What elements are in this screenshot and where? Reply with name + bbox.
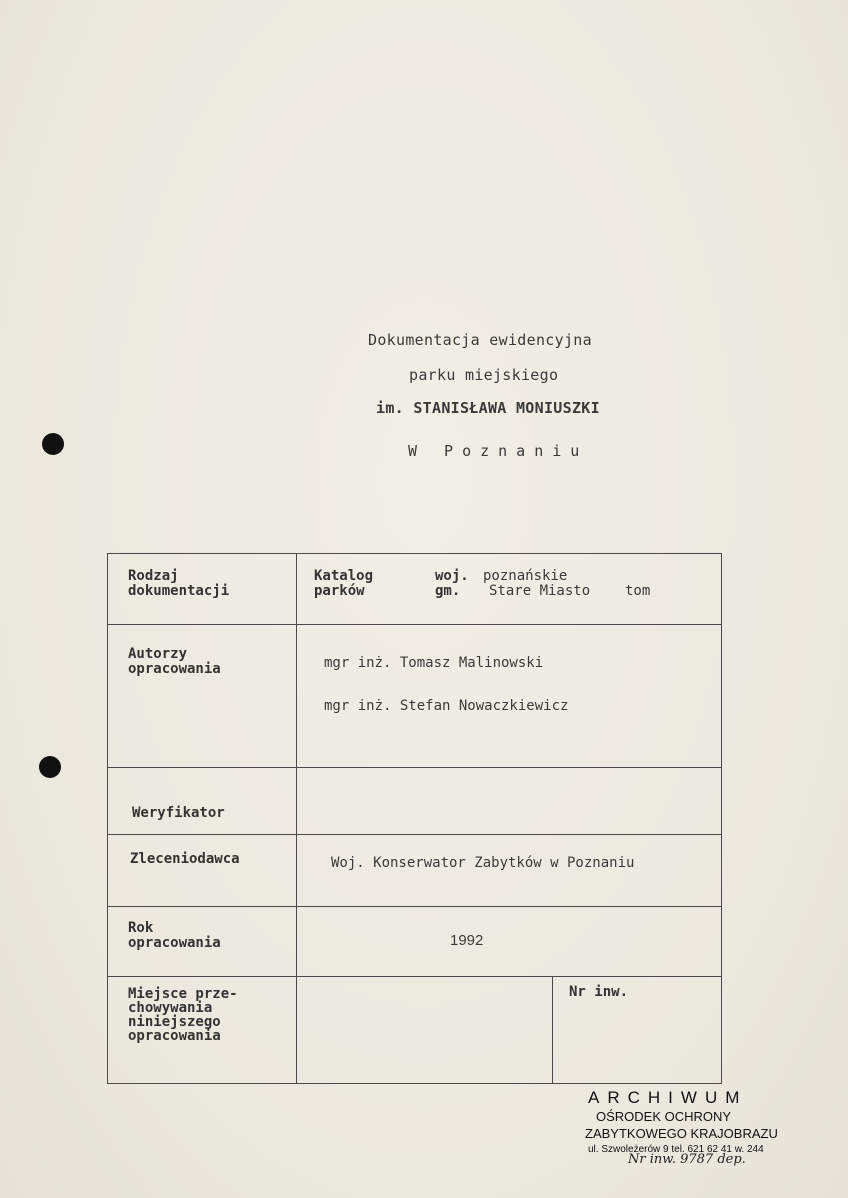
nr-inw-label: Nr inw. [569, 984, 629, 1000]
row-weryfikator [108, 768, 722, 835]
label-miejsce: Miejsce prze- chowywania niniejszego opracowania [128, 986, 238, 1044]
punch-hole-top [42, 433, 64, 455]
katalog-parkow: Katalog parków [314, 568, 374, 599]
woj-label: woj. [435, 568, 469, 584]
documentation-form-table [107, 553, 722, 1084]
row-rok [108, 907, 722, 977]
title-line-3: im. STANISŁAWA MONIUSZKI [376, 399, 600, 417]
stamp-archiwum: ARCHIWUM [588, 1088, 748, 1107]
label-rodzaj: Rodzaj dokumentacji [128, 568, 230, 599]
archive-stamp [586, 1088, 786, 1167]
punch-hole-bottom [39, 756, 61, 778]
label-weryfikator: Weryfikator [132, 805, 225, 821]
label-autorzy: Autorzy opracowania [128, 646, 221, 677]
title-line-1: Dokumentacja ewidencyjna [368, 331, 592, 349]
author-1: mgr inż. Tomasz Malinowski [324, 655, 544, 671]
author-2: mgr inż. Stefan Nowaczkiewicz [324, 698, 569, 714]
stamp-handwritten-inventory: Nr inw. 9787 dep. [628, 1152, 746, 1167]
label-rok: Rok opracowania [128, 920, 221, 951]
stamp-address: ul. Szwoleżerów 9 tel. 621 62 41 w. 244 [588, 1144, 764, 1155]
tom-label: tom [625, 583, 651, 599]
gm-value: Stare Miasto [489, 583, 591, 599]
rok-value: 1992 [450, 932, 484, 949]
zleceniodawca-value: Woj. Konserwator Zabytków w Poznaniu [331, 855, 635, 871]
woj-value: poznańskie [483, 568, 568, 584]
row-zleceniodawca [108, 835, 722, 907]
title-line-2: parku miejskiego [409, 366, 559, 384]
stamp-osrodek: OŚRODEK OCHRONY [596, 1109, 732, 1124]
title-line-4: W Poznaniu [408, 442, 589, 460]
row-miejsce [108, 977, 722, 1084]
label-zleceniodawca: Zleceniodawca [130, 851, 240, 867]
gm-label: gm. [435, 583, 461, 599]
row-autorzy [108, 625, 722, 768]
row-rodzaj [108, 554, 722, 625]
stamp-zabytkowego: ZABYTKOWEGO KRAJOBRAZU [585, 1126, 778, 1141]
